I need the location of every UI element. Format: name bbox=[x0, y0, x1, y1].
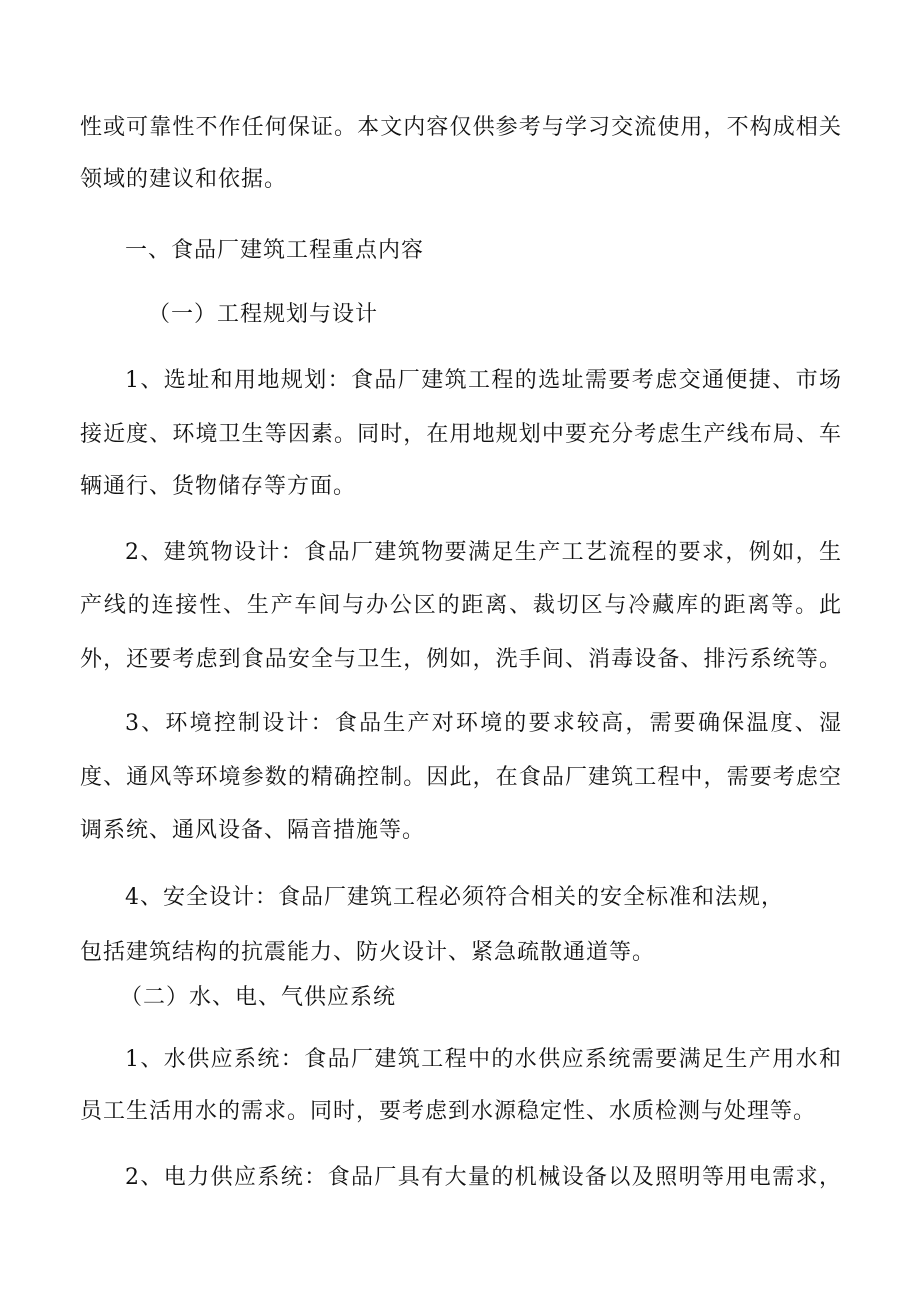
section-1-title: （一）工程规划与设计 bbox=[148, 302, 379, 327]
paragraph-line: 4、安全设计：食品厂建筑工程必须符合相关的安全标准和法规， bbox=[125, 885, 784, 910]
paragraph-line: 1、选址和用地规划：食品厂建筑工程的选址需要考虑交通便捷、市场 bbox=[125, 368, 842, 393]
paragraph-line: 2、建筑物设计：食品厂建筑物要满足生产工艺流程的要求，例如，生 bbox=[125, 540, 842, 565]
paragraph-line: 接近度、环境卫生等因素。同时，在用地规划中要充分考虑生产线布局、车 bbox=[80, 422, 842, 447]
paragraph-line: 员工生活用水的需求。同时，要考虑到水源稳定性、水质检测与处理等。 bbox=[80, 1099, 817, 1124]
paragraph-line: 2、电力供应系统：食品厂具有大量的机械设备以及照明等用电需求， bbox=[125, 1165, 842, 1190]
paragraph-line: 1、水供应系统：食品厂建筑工程中的水供应系统需要满足生产用水和 bbox=[125, 1047, 842, 1072]
paragraph-line: 辆通行、货物储存等方面。 bbox=[80, 474, 357, 499]
paragraph-line: 产线的连接性、生产车间与办公区的距离、裁切区与冷藏库的距离等。此 bbox=[80, 593, 842, 618]
section-2-title: （二）水、电、气供应系统 bbox=[120, 985, 397, 1010]
intro-line: 领域的建议和依据。 bbox=[80, 167, 288, 192]
heading-1: 一、食品厂建筑工程重点内容 bbox=[125, 238, 425, 263]
paragraph-line: 度、通风等环境参数的精确控制。因此，在食品厂建筑工程中，需要考虑空 bbox=[80, 765, 842, 790]
paragraph-line: 包括建筑结构的抗震能力、防火设计、紧急疏散通道等。 bbox=[80, 940, 656, 965]
paragraph-line: 调系统、通风设备、隔音措施等。 bbox=[80, 818, 426, 843]
paragraph-line: 3、环境控制设计：食品生产对环境的要求较高，需要确保温度、湿 bbox=[125, 711, 842, 736]
paragraph-line: 外，还要考虑到食品安全与卫生，例如，洗手间、消毒设备、排污系统等。 bbox=[80, 647, 842, 672]
intro-line: 性或可靠性不作任何保证。本文内容仅供参考与学习交流使用，不构成相关 bbox=[80, 115, 842, 140]
